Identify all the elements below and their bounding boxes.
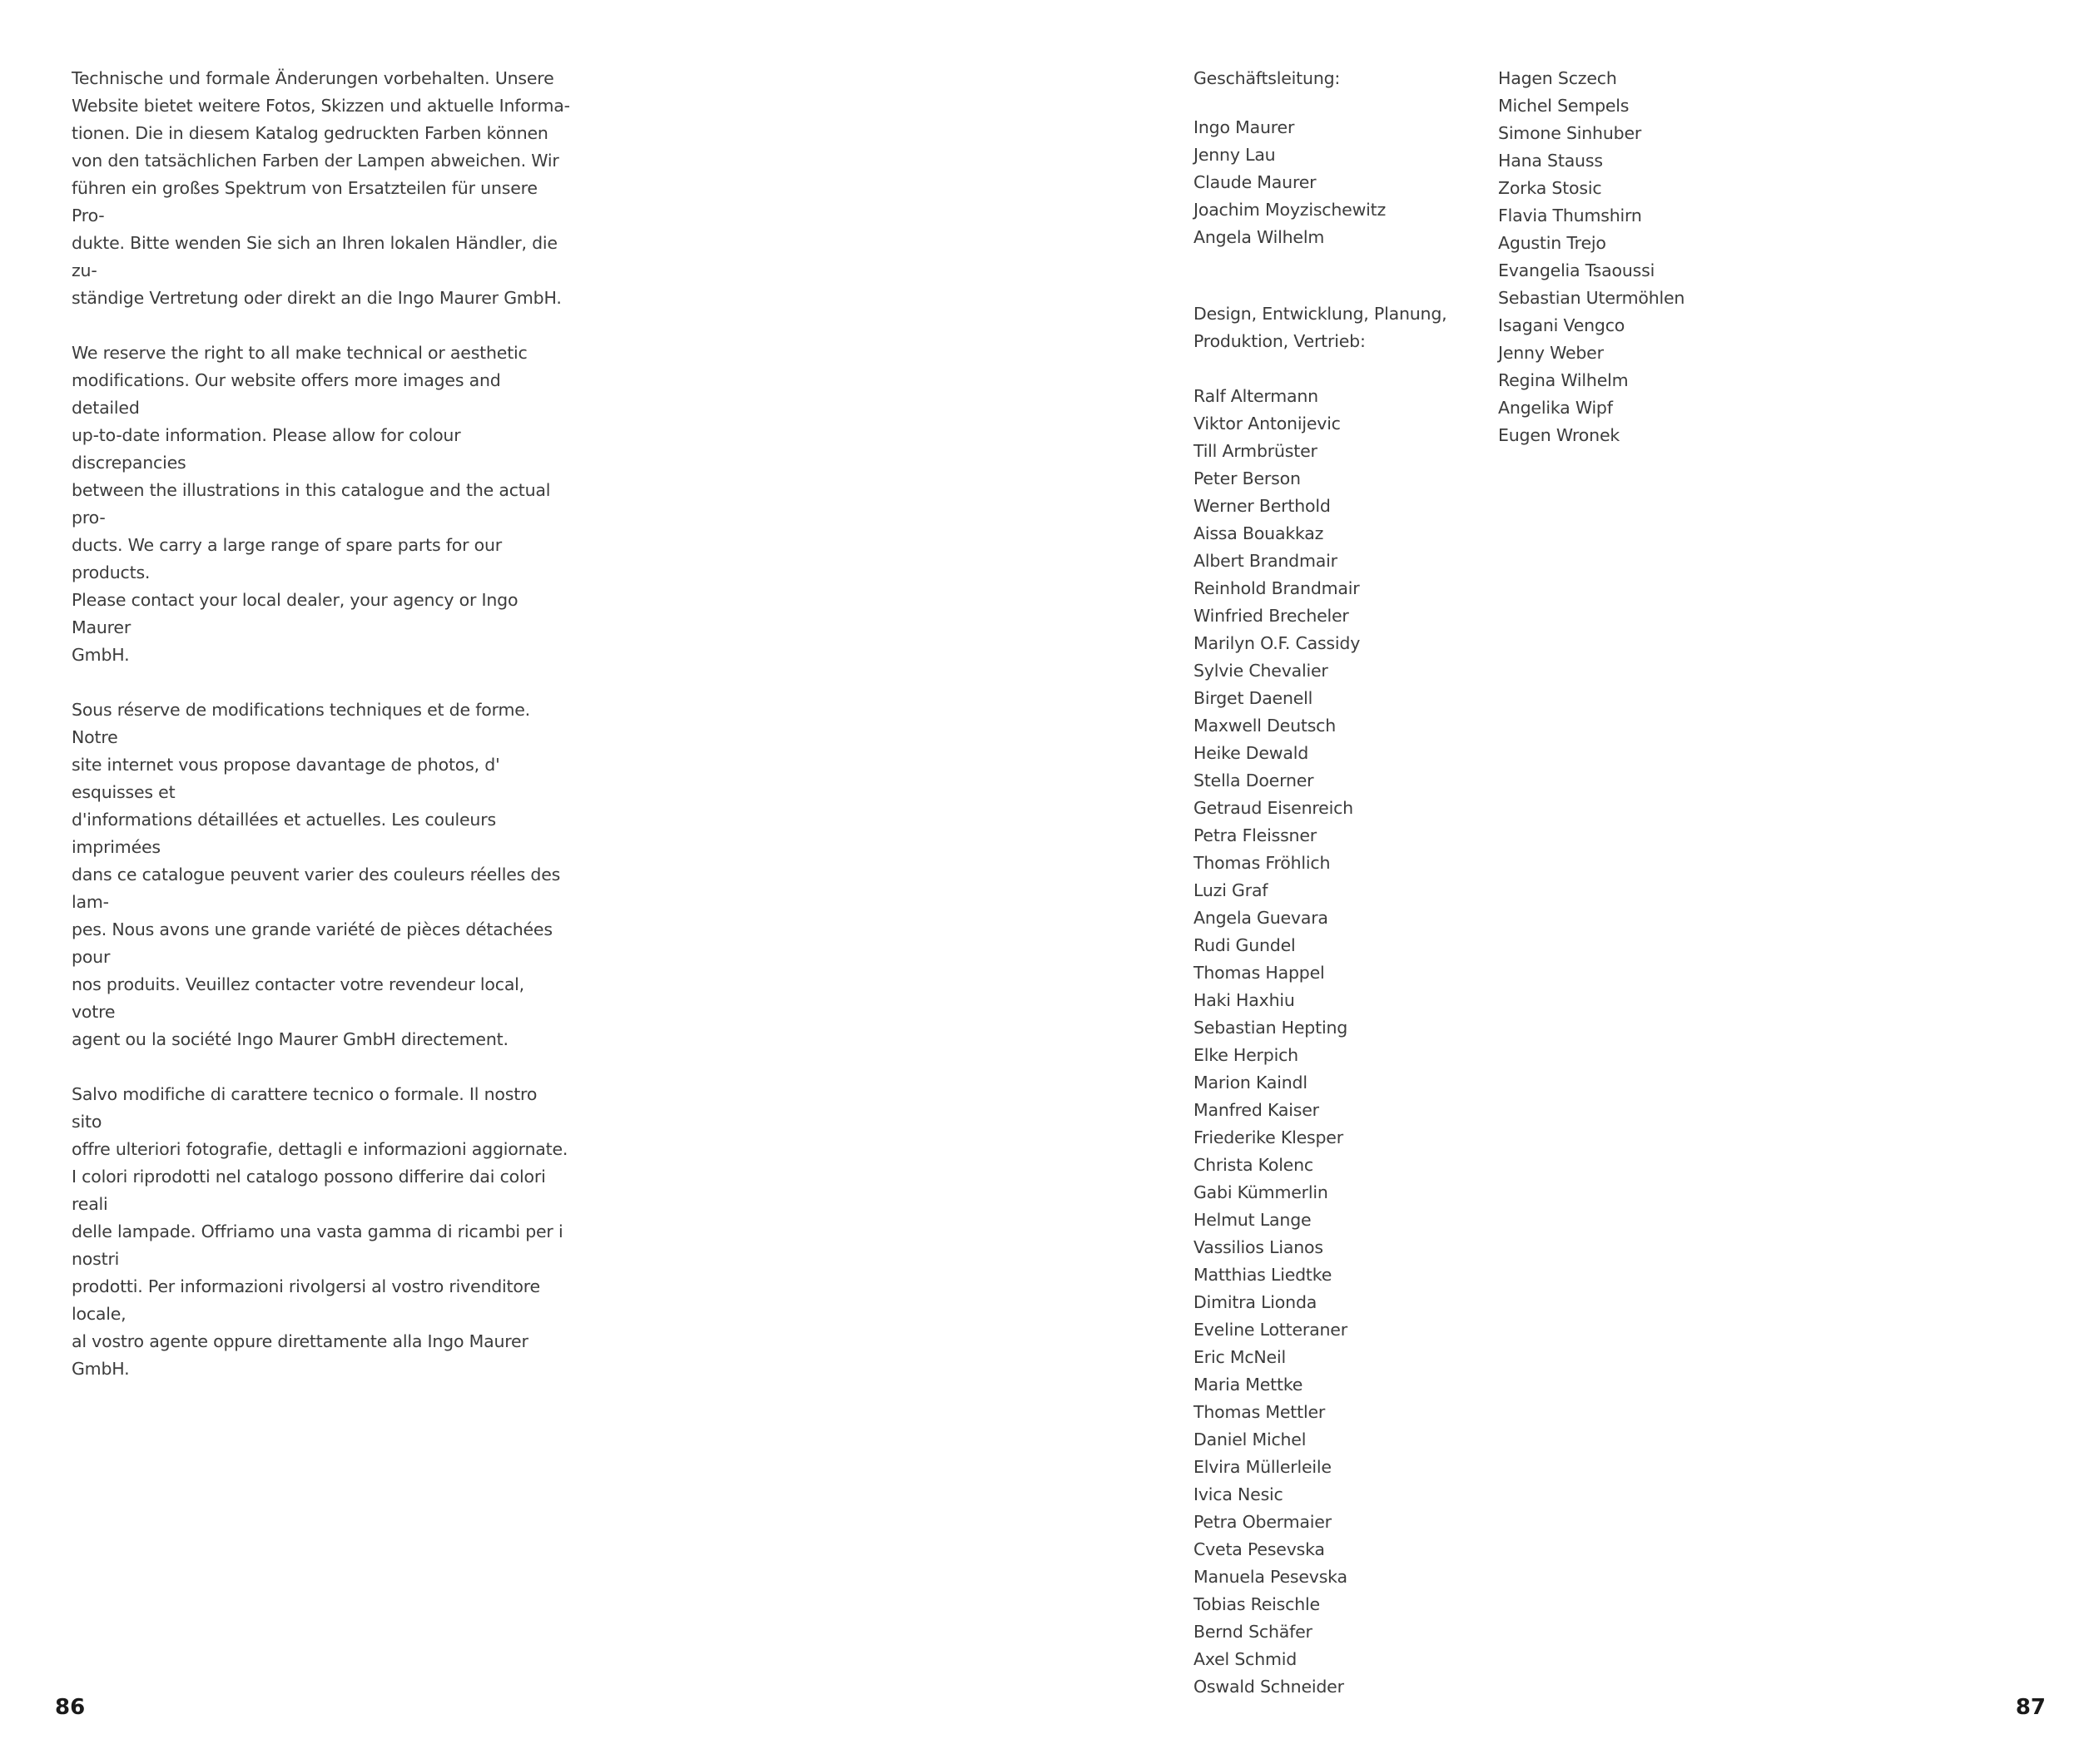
disclaimer-text bbox=[72, 65, 571, 1410]
management-list bbox=[1193, 114, 1493, 251]
name-list-item: Getraud Eisenreich bbox=[1193, 798, 1353, 818]
name-list-item: Ivica Nesic bbox=[1193, 1484, 1283, 1504]
disclaimer-german: Technische und formale Änderungen vorbehalten. Unsere Website bietet weitere Fotos, Skizzen und aktuelle Informa- tionen. Die in diesem Katalog gedruckten Farben können von den tatsächlichen Farben der Lampen abweichen. Wir führen ein großes Spektrum von Ersatzteilen für unsere Pro- dukte. Bitte wenden Sie sich an Ihren lokalen Händler, die zu- ständige Vertretung oder direkt an die Ingo Maurer GmbH. bbox=[72, 68, 570, 308]
name-list-item: Sebastian Hepting bbox=[1193, 1018, 1348, 1038]
name-list-item: Angela Guevara bbox=[1193, 908, 1328, 928]
name-list-item: Tobias Reischle bbox=[1193, 1594, 1320, 1614]
name-list-item: Eveline Lotteraner bbox=[1193, 1320, 1347, 1340]
name-list-item: Heike Dewald bbox=[1193, 743, 1309, 763]
name-list-item: Peter Berson bbox=[1193, 468, 1301, 488]
name-list-item: Petra Obermaier bbox=[1193, 1512, 1332, 1532]
name-list-item: Friederike Klesper bbox=[1193, 1127, 1343, 1147]
name-list-item: Vassilios Lianos bbox=[1193, 1237, 1323, 1257]
name-list-item: Birget Daenell bbox=[1193, 688, 1313, 708]
staff-column-2 bbox=[1498, 65, 1798, 449]
name-list-item: Cveta Pesevska bbox=[1193, 1539, 1325, 1559]
name-list-item: Dimitra Lionda bbox=[1193, 1292, 1317, 1312]
name-list-item: Sylvie Chevalier bbox=[1193, 661, 1328, 681]
name-list-item: Elke Herpich bbox=[1193, 1045, 1298, 1065]
name-list-item: Evangelia Tsaoussi bbox=[1498, 260, 1655, 280]
management-heading: Geschäftsleitung: bbox=[1193, 68, 1341, 88]
name-list-item: Jenny Weber bbox=[1498, 343, 1604, 363]
name-list-item: Werner Berthold bbox=[1193, 496, 1331, 516]
staff-list bbox=[1193, 383, 1493, 1701]
name-list-item: Marion Kaindl bbox=[1193, 1073, 1307, 1093]
name-list-item: Gabi Kümmerlin bbox=[1193, 1182, 1328, 1202]
name-list-item: Bernd Schäfer bbox=[1193, 1622, 1312, 1642]
name-list-item: Flavia Thumshirn bbox=[1498, 206, 1642, 225]
name-list-item: Matthias Liedtke bbox=[1193, 1265, 1332, 1285]
name-list-item: Petra Fleissner bbox=[1193, 825, 1317, 845]
name-list-item: Thomas Fröhlich bbox=[1193, 853, 1331, 873]
name-list-item: Isagani Vengco bbox=[1498, 315, 1625, 335]
page-number-left: 86 bbox=[55, 1695, 86, 1720]
name-list-item: Elvira Müllerleile bbox=[1193, 1457, 1332, 1477]
right-page bbox=[1040, 0, 2079, 1764]
name-list-item: Angelika Wipf bbox=[1498, 398, 1613, 418]
name-list-item: Simone Sinhuber bbox=[1498, 123, 1642, 143]
disclaimer-english: We reserve the right to all make technical or aesthetic modifications. Our website offers more images and detailed up-to-date information. Please allow for colour discrepancies between the illustrations in this catalogue and the actual pro- ducts. We carry a large range of spare parts for our products. Please contact your local dealer, your agency or Ingo Maurer GmbH. bbox=[72, 343, 551, 665]
name-list-item: Michel Sempels bbox=[1498, 96, 1630, 116]
name-list-item: Rudi Gundel bbox=[1193, 935, 1296, 955]
name-list-item: Christa Kolenc bbox=[1193, 1155, 1313, 1175]
name-list-item: Haki Haxhiu bbox=[1193, 990, 1295, 1010]
staff-list-continued bbox=[1498, 65, 1798, 449]
staff-heading: Design, Entwicklung, Planung, Produktion, Vertrieb: bbox=[1193, 304, 1447, 351]
disclaimer-italian: Salvo modifiche di carattere tecnico o formale. Il nostro sito offre ulteriori fotografie, dettagli e informazioni aggiornate. I colori riprodotti nel catalogo possono differire dai colori reali delle lampade. Offriamo una vasta gamma di ricambi per i nostri prodotti. Per informazioni rivolgersi al vostro rivenditore locale, al vostro agente oppure direttamente alla Ingo Maurer GmbH. bbox=[72, 1084, 568, 1379]
name-list-item: Joachim Moyzischewitz bbox=[1193, 200, 1387, 220]
name-list-item: Sebastian Utermöhlen bbox=[1498, 288, 1685, 308]
name-list-item: Marilyn O.F. Cassidy bbox=[1193, 633, 1361, 653]
name-list-item: Daniel Michel bbox=[1193, 1430, 1307, 1449]
name-list-item: Manuela Pesevska bbox=[1193, 1567, 1347, 1587]
name-list-item: Oswald Schneider bbox=[1193, 1677, 1344, 1697]
name-list-item: Manfred Kaiser bbox=[1193, 1100, 1319, 1120]
name-list-item: Maxwell Deutsch bbox=[1193, 716, 1337, 736]
name-list-item: Ingo Maurer bbox=[1193, 117, 1295, 137]
staff-column-1 bbox=[1193, 65, 1493, 1701]
name-list-item: Claude Maurer bbox=[1193, 172, 1317, 192]
name-list-item: Viktor Antonijevic bbox=[1193, 414, 1341, 434]
name-list-item: Agustin Trejo bbox=[1498, 233, 1606, 253]
name-list-item: Helmut Lange bbox=[1193, 1210, 1312, 1230]
name-list-item: Till Armbrüster bbox=[1193, 441, 1317, 461]
name-list-item: Thomas Happel bbox=[1193, 963, 1325, 983]
name-list-item: Angela Wilhelm bbox=[1193, 227, 1325, 247]
name-list-item: Eugen Wronek bbox=[1498, 425, 1620, 445]
name-list-item: Jenny Lau bbox=[1193, 145, 1276, 165]
name-list-item: Zorka Stosic bbox=[1498, 178, 1602, 198]
disclaimer-french: Sous réserve de modifications techniques et de forme. Notre site internet vous propose davantage de photos, d' esquisses et d'informations détaillées et actuelles. Les couleurs imprimées dans ce catalogue peuvent varier des couleurs réelles des lam- pes. Nous avons une grande variété de pièces détachées pour nos produits. Veuillez contacter votre revendeur local, votre agent ou la société Ingo Maurer GmbH directement. bbox=[72, 700, 561, 1049]
name-list-item: Albert Brandmair bbox=[1193, 551, 1337, 571]
name-list-item: Stella Doerner bbox=[1193, 771, 1314, 790]
name-list-item: Reinhold Brandmair bbox=[1193, 578, 1360, 598]
name-list-item: Hana Stauss bbox=[1498, 151, 1603, 171]
name-list-item: Ralf Altermann bbox=[1193, 386, 1318, 406]
name-list-item: Eric McNeil bbox=[1193, 1347, 1286, 1367]
name-list-item: Winfried Brecheler bbox=[1193, 606, 1349, 626]
name-list-item: Maria Mettke bbox=[1193, 1375, 1303, 1395]
name-list-item: Aissa Bouakkaz bbox=[1193, 523, 1324, 543]
name-list-item: Axel Schmid bbox=[1193, 1649, 1298, 1669]
name-list-item: Luzi Graf bbox=[1193, 880, 1268, 900]
name-list-item: Thomas Mettler bbox=[1193, 1402, 1326, 1422]
name-list-item: Hagen Sczech bbox=[1498, 68, 1617, 88]
page-number-right: 87 bbox=[2015, 1695, 2046, 1720]
name-list-item: Regina Wilhelm bbox=[1498, 370, 1629, 390]
